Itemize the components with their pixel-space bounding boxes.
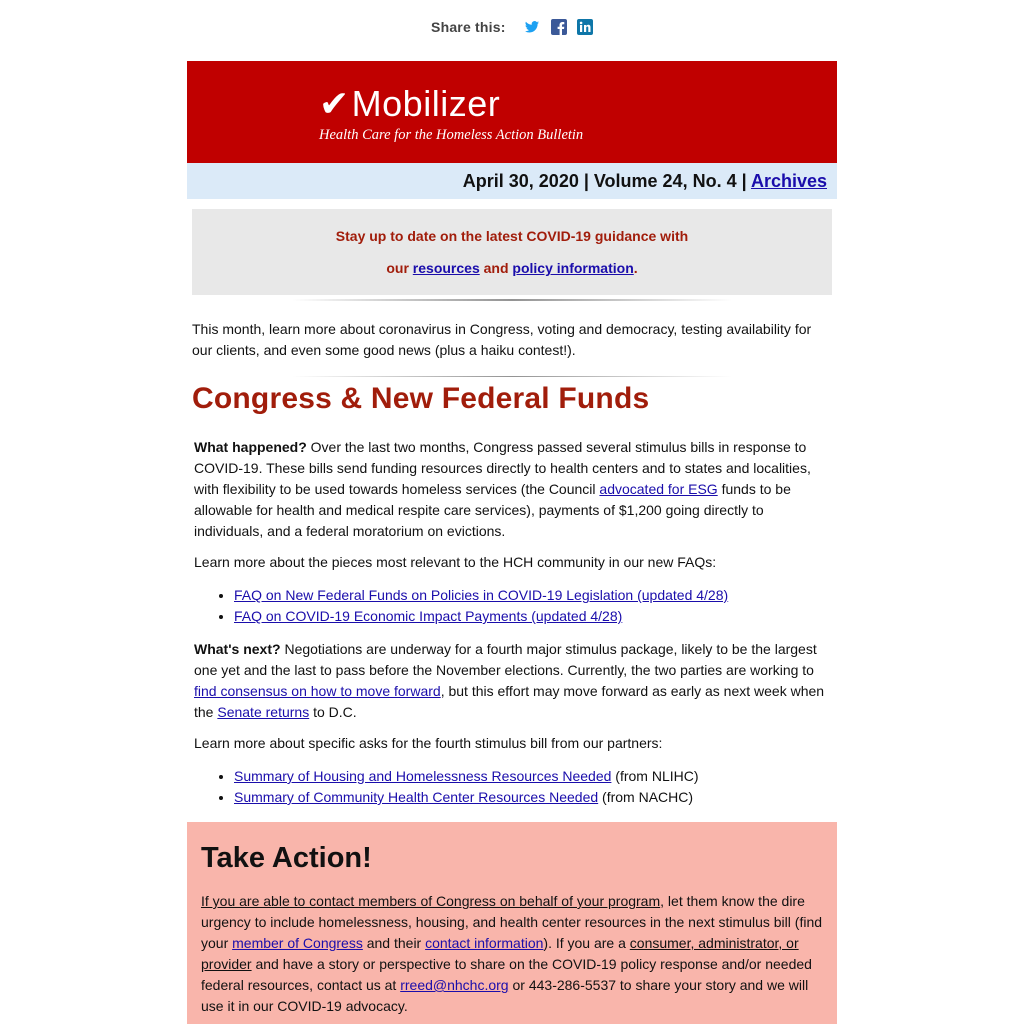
what-happened-label: What happened? (194, 439, 307, 455)
email-link[interactable]: rreed@nhchc.org (400, 977, 509, 993)
senate-returns-link[interactable]: Senate returns (217, 704, 310, 720)
faq-economic-impact-link[interactable]: FAQ on COVID-19 Economic Impact Payments (updated 4/28) (234, 608, 623, 624)
faqs-intro: Learn more about the pieces most relevant to the HCH community in our new FAQs: (194, 554, 717, 570)
advocated-esg-link[interactable]: advocated for ESG (599, 481, 718, 497)
logo (319, 83, 500, 125)
notice-line-1: Stay up to date on the latest COVID-19 guidance with (335, 228, 689, 244)
consensus-link[interactable]: find consensus on how to move forward (194, 683, 441, 699)
covid-notice-box (192, 209, 832, 295)
policy-information-link[interactable]: policy information (512, 260, 634, 276)
logo-text: Mobilizer (351, 83, 501, 124)
archives-link[interactable]: Archives (750, 171, 827, 191)
divider (292, 299, 732, 301)
section-title: Congress & New Federal Funds (192, 382, 650, 415)
facebook-icon[interactable] (551, 19, 567, 35)
list-item: • Summary of Community Health Center Resources Needed (from NACHC) (234, 787, 830, 808)
checkmark-icon: ✔ (319, 83, 350, 124)
issue-date: April 30, 2020 | Volume 24, No. 4 | (462, 171, 751, 191)
whats-next-label: What's next? (194, 641, 281, 657)
share-label: Share this: (431, 18, 506, 35)
list-item: • Summary of Housing and Homelessness Resources Needed (from NLIHC) (234, 766, 830, 787)
twitter-icon[interactable] (524, 19, 540, 35)
take-action-box (187, 822, 837, 1024)
contact-information-link[interactable]: contact information (425, 935, 544, 951)
dateline-bar (187, 163, 837, 199)
housing-summary-link[interactable]: Summary of Housing and Homelessness Resources Needed (234, 768, 612, 784)
intro-paragraph: This month, learn more about coronavirus in Congress, voting and democracy, testing availability for our clients, and even some good news (plus a haiku contest!). (192, 321, 812, 358)
faq-list (194, 585, 830, 627)
list-item (234, 585, 830, 606)
tagline: Health Care for the Homeless Action Bulletin (319, 127, 584, 143)
partners-intro: Learn more about specific asks for the fourth stimulus bill from our partners: (194, 735, 663, 751)
whats-next-paragraph: What's next? Negotiations are underway for a fourth major stimulus package, likely to be the largest one yet and the last to pass before the November elections. Currently, the two parties are working to find consensus on how to move forward, but this effort may move forward as early as next week when the Senate returns to D.C. (194, 641, 825, 720)
partner-list (194, 766, 830, 808)
notice-line-2: our resources and policy information. (386, 260, 638, 276)
take-action-title: Take Action! (201, 842, 372, 874)
take-action-paragraph: If you are able to contact members of Congress on behalf of your program, let them know the dire urgency to include homelessness, housing, and health center resources in the next stimulus bill (find your member of Congress and their contact information). If you are a consumer, administrator, or provider and have a story or perspective to share on the COVID-19 policy response and/or needed federal resources, contact us at rreed@nhchc.org or 443-286-5537 to share your story and we will use it in our COVID-19 advocacy. (201, 893, 823, 1014)
member-of-congress-link[interactable]: member of Congress (232, 935, 363, 951)
health-center-summary-link[interactable]: Summary of Community Health Center Resources Needed (234, 789, 599, 805)
share-bar (0, 18, 1024, 42)
what-happened-paragraph: What happened? Over the last two months, Congress passed several stimulus bills in response to COVID-19. These bills send funding resources directly to health centers and to states and localities, with flexibility to be used towards homeless services (the Council advocated for ESG funds to be allowable for health and medical respite care services), payments of $1,200 going directly to individuals, and a federal moratorium on evictions. (194, 439, 811, 539)
faq-federal-funds-link[interactable]: FAQ on New Federal Funds on Policies in COVID-19 Legislation (updated 4/28) (234, 587, 729, 603)
divider (292, 376, 732, 377)
list-item (234, 606, 830, 627)
resources-link[interactable]: resources (412, 260, 480, 276)
masthead-banner (187, 61, 837, 163)
linkedin-icon[interactable] (577, 19, 593, 35)
